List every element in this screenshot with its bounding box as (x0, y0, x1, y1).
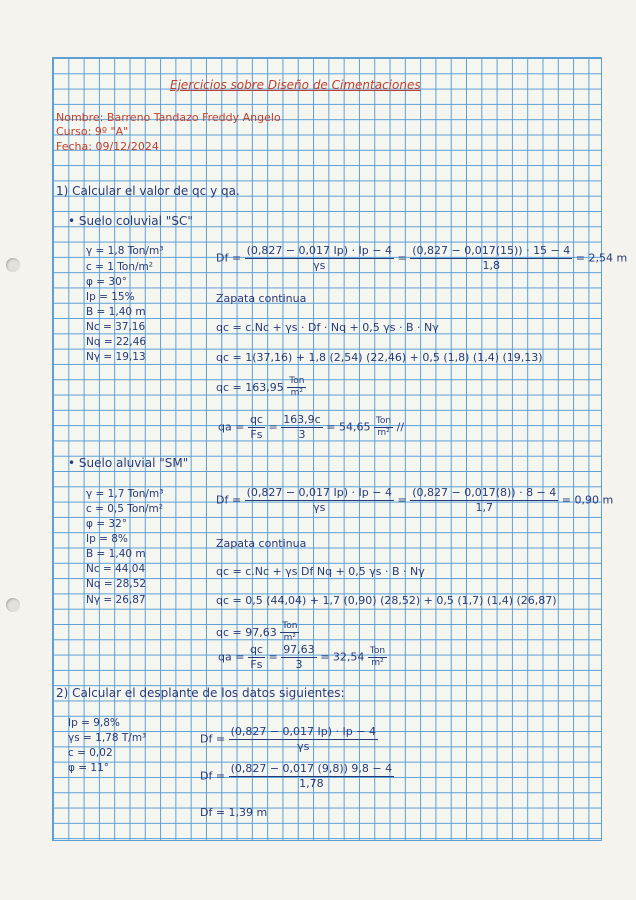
qa-label: qa = (218, 420, 245, 434)
soil2-var: Nγ = 26,87 (86, 594, 146, 606)
df-fraction-sub (410, 486, 558, 515)
df-label: Df = (216, 493, 242, 507)
qc-substitution: qc = 0,5 (44,04) + 1,7 (0,90) (28,52) + 0,5 (1,7) (1,4) (26,87) (216, 594, 557, 607)
qc-value: qc = 163,95 (216, 380, 284, 394)
section2-heading: 2) Calcular el desplante de los datos siguientes: (56, 686, 345, 700)
df-numerator-sub: (0,827 − 0,017(8)) · 8 − 4 (412, 486, 557, 499)
qa-label: qa = (218, 650, 245, 664)
qa-denominator-sub: 3 (298, 427, 306, 441)
df-denominator-sub: 1,78 (299, 776, 324, 790)
section2-var: Ip = 9,8% (68, 717, 120, 729)
qc-formula: qc = c.Nc + γs Df Nq + 0,5 γs · B · Nγ (216, 565, 425, 578)
unit-num: Ton (287, 376, 306, 388)
qc-value: qc = 97,63 (216, 625, 277, 639)
equals: = (397, 251, 407, 265)
soil2-var: γ = 1,7 Ton/m³ (86, 488, 164, 500)
section2-df-result: Df = 1,39 m (200, 806, 268, 819)
qa-result: = 54,65 (326, 420, 371, 434)
qa-equation (218, 643, 387, 672)
unit-den: m² (377, 427, 390, 438)
soil1-df-equation (216, 244, 627, 273)
soil2-var: Nc = 44,04 (86, 563, 146, 575)
student-name: Nombre: Barreno Tandazo Freddy Angelo (56, 111, 281, 124)
df-result: = 2,54 m (575, 251, 628, 265)
df-fraction-sub (229, 762, 395, 791)
soil1-label: • Suelo coluvial "SC" (68, 214, 193, 228)
qa-numerator-sub: 163,9c (283, 413, 321, 426)
final-mark: // (396, 420, 405, 434)
qa-fraction-sub (281, 643, 317, 672)
qa-numerator-sub: 97,63 (283, 643, 315, 656)
qc-result (216, 621, 299, 645)
section1-heading: 1) Calcular el valor de qc y qa. (56, 184, 240, 198)
equals: = (268, 420, 278, 434)
soil2-var: c = 0,5 Ton/m² (86, 503, 163, 515)
unit-den: m² (371, 657, 384, 668)
soil1-var: B = 1,40 m (86, 306, 146, 318)
soil1-var: φ = 30° (86, 276, 128, 288)
equals: = (397, 493, 407, 507)
df-numerator: (0,827 − 0,017 Ip) · Ip − 4 (230, 725, 376, 738)
df-numerator-sub: (0,827 − 0,017(15)) · 15 − 4 (412, 244, 571, 257)
qc-unit (280, 621, 299, 645)
soil1-var: Ip = 15% (86, 291, 135, 303)
soil2-var: Nq = 28,52 (86, 578, 147, 590)
soil2-var: Ip = 8% (86, 533, 128, 545)
section2-var: φ = 11° (68, 762, 110, 774)
qa-denominator-sub: 3 (295, 657, 303, 671)
soil1-var: c = 1 Ton/m² (86, 261, 153, 273)
df-fraction-sub (410, 244, 572, 273)
unit-den: m² (290, 388, 304, 399)
soil1-var: Nq = 22,46 (86, 336, 147, 348)
df-denominator: γs (313, 500, 326, 514)
soil1-var: Nγ = 19,13 (86, 351, 146, 363)
df-numerator: (0,827 − 0,017 Ip) · Ip − 4 (246, 244, 392, 257)
df-numerator: (0,827 − 0,017 Ip) · Ip − 4 (246, 486, 392, 499)
df-fraction (245, 486, 394, 515)
qa-fraction (248, 413, 265, 442)
qa-numerator: qc (249, 643, 263, 656)
punch-hole (6, 598, 20, 612)
qa-result: = 32,54 (320, 650, 365, 664)
qa-numerator: qc (249, 413, 263, 426)
equals: = (268, 650, 278, 664)
zapata-label: Zapata continua (216, 292, 307, 305)
qa-fraction-sub (281, 413, 323, 442)
zapata-label: Zapata continua (216, 537, 307, 550)
df-label: Df = (200, 769, 226, 783)
soil2-df-equation (216, 486, 613, 515)
qc-substitution: qc = 1(37,16) + 1,8 (2,54) (22,46) + 0,5 (1,8) (1,4) (19,13) (216, 351, 543, 364)
df-denominator: γs (313, 258, 326, 272)
grid-paper (52, 57, 602, 841)
df-label: Df = (216, 251, 242, 265)
section2-var: γs = 1,78 T/m³ (68, 732, 147, 744)
df-numerator-sub: (0,827 − 0,017 (9,8)) 9,8 − 4 (230, 762, 393, 775)
page-title: Ejercicios sobre Diseño de Cimentaciones (170, 78, 421, 92)
unit-num: Ton (280, 621, 299, 633)
soil1-var: γ = 1,8 Ton/m³ (86, 245, 164, 257)
soil2-label: • Suelo aluvial "SM" (68, 456, 189, 470)
unit-num: Ton (374, 416, 393, 428)
section2-df-substitution (200, 762, 394, 791)
qa-equation (218, 413, 404, 442)
qa-unit (374, 416, 393, 440)
qc-formula: qc = c.Nc + γs · Df · Nq + 0,5 γs · B · Nγ (216, 321, 439, 334)
soil1-var: Nc = 37,16 (86, 321, 146, 333)
unit-den: m² (283, 633, 297, 644)
section2-var: c = 0,02 (68, 747, 113, 759)
qa-denominator: Fs (250, 657, 263, 671)
qa-unit (368, 646, 387, 670)
df-fraction (229, 725, 378, 754)
section2-df-formula (200, 725, 378, 754)
qc-result (216, 376, 306, 400)
df-result: = 0,90 m (561, 493, 614, 507)
soil2-var: φ = 32° (86, 518, 128, 530)
unit-num: Ton (368, 646, 387, 658)
qc-unit (287, 376, 306, 400)
soil2-var: B = 1,40 m (86, 548, 146, 560)
df-denominator-sub: 1,8 (482, 258, 500, 272)
df-denominator: γs (297, 739, 310, 753)
df-label: Df = (200, 732, 226, 746)
punch-hole (6, 258, 20, 272)
date: Fecha: 09/12/2024 (56, 140, 159, 153)
qa-fraction (248, 643, 265, 672)
qa-denominator: Fs (250, 427, 263, 441)
df-fraction (245, 244, 394, 273)
course: Curso: 9º "A" (56, 125, 129, 138)
df-denominator-sub: 1,7 (475, 500, 493, 514)
